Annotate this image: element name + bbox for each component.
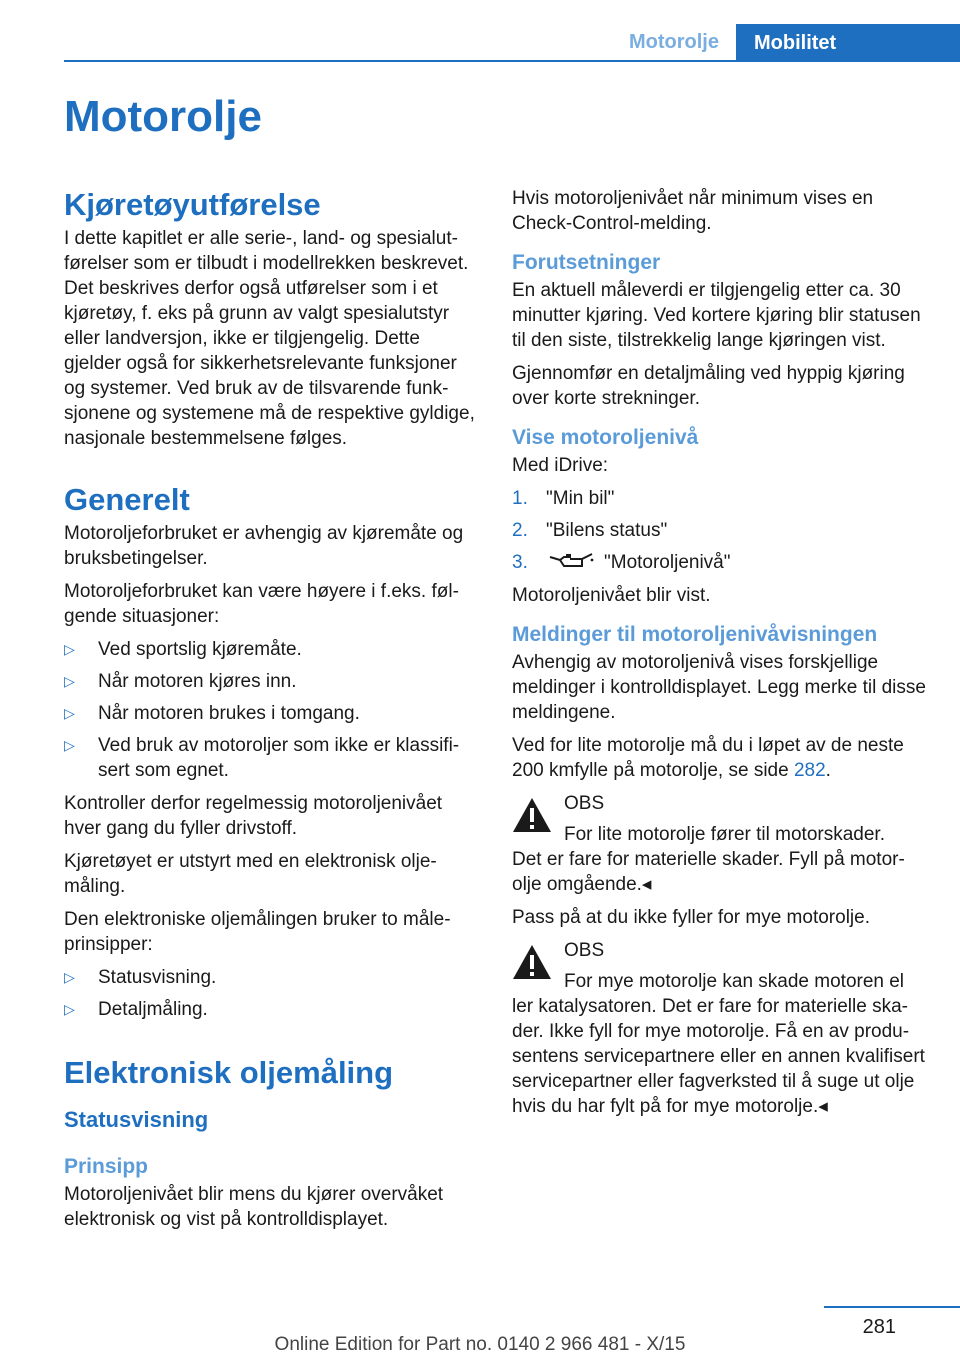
page-number: 281: [862, 1316, 896, 1338]
page-reference-link[interactable]: 282: [793, 760, 826, 781]
heading-principle: Prinsipp: [64, 1155, 149, 1178]
list-item: 1. "Min bil": [512, 488, 615, 509]
situations-list: [64, 637, 480, 783]
heading-messages: Meldinger til motoroljenivåvisningen: [512, 623, 878, 646]
heading-general: Generelt: [64, 482, 190, 517]
list-item: ▷ Når motoren brukes i tomgang.: [64, 703, 360, 724]
list-item: 3. "Motoroljenivå": [512, 552, 731, 573]
steps-list: [512, 486, 928, 575]
list-item: ▷ Når motoren kjøres inn.: [64, 671, 297, 692]
warning-triangle-icon: [512, 944, 552, 980]
heading-electronic-measurement: Elektronisk oljemåling: [64, 1055, 394, 1090]
right-column: [512, 186, 928, 1127]
page-title: Motorolje: [64, 92, 262, 141]
list-item: ▷ Statusvisning.: [64, 967, 217, 988]
list-item: ▷ Detaljmåling.: [64, 999, 208, 1020]
warning-label: OBS: [564, 793, 605, 814]
footer-rule: [824, 1306, 960, 1308]
heading-vehicle-version: Kjøretøyutførelse: [64, 187, 321, 222]
triangle-bullet-icon: ▷: [64, 705, 75, 721]
warning-text: Det er fare for materielle skader. Fyll på motorolje omgående.◂: [512, 849, 905, 895]
paragraph-check: Kontroller derfor regelmessig motoroljenivået hver gang du fyller drivstoff.: [64, 793, 443, 839]
warning-text-first-line: For lite motorolje fører til motorskader.: [564, 824, 885, 845]
warning-text: ler katalysatoren. Det er fare for materielle skader. Ikke fyll for mye motorolje. Få en av produsentens servicepartnere eller en annen kvalifisert servicepartner eller fagverksted til å suge ut olje hvis du har fylt på for mye motorolje.◂: [512, 996, 925, 1117]
heading-prerequisites: Forutsetninger: [512, 251, 661, 274]
warning-triangle-icon: [512, 797, 552, 833]
paragraph-shown: Motoroljenivået blir vist.: [512, 585, 711, 606]
paragraph-vehicle-version: I dette kapitlet er alle serie-, land- og spesialutførelser som er tilbudt i modellrekken beskrevet. Det beskrives derfor også utførelser som i et kjøretøy, f. eks på grunn av valgt spesialutstyr eller landversjon, ikke er tilgjengelig. Dette gjelder også for sikkerhetsrelevante funksjoner og systemer. Ved bruk av de tilsvarende funksjonene og systemene må de respektive gyldige, nasjonale bestemmelsene følges.: [64, 228, 475, 449]
principles-list: [64, 965, 480, 1022]
paragraph-principle: Motoroljenivået blir mens du kjører overvåket elektronisk og vist på kontrolldisplayet.: [64, 1184, 444, 1230]
list-item: ▷ Ved sportslig kjøremåte.: [64, 639, 302, 660]
paragraph-equipped: Kjøretøyet er utstyrt med en elektronisk oljemåling.: [64, 851, 437, 897]
paragraph-prerequisites-1: En aktuell måleverdi er tilgjengelig etter ca. 30 minutter kjøring. Ved kortere kjøring blir statusen til den siste, tilstrekkelig lange kjøringen vist.: [512, 280, 921, 351]
warning-block-low-oil: [512, 791, 928, 897]
paragraph-prerequisites-2: Gjennomfør en detaljmåling ved hyppig kjøring over korte strekninger.: [512, 363, 905, 409]
paragraph-minimum: Hvis motoroljenivået når minimum vises en Check-Control-melding.: [512, 188, 874, 234]
heading-show-oil-level: Vise motoroljenivå: [512, 426, 699, 449]
left-column: [64, 186, 480, 1240]
warning-label: OBS: [564, 940, 605, 961]
list-item: ▷ Ved bruk av motoroljer som ikke er klassifisert som egnet.: [64, 735, 460, 781]
triangle-bullet-icon: ▷: [64, 641, 75, 657]
paragraph-messages: Avhengig av motoroljenivå vises forskjellige meldinger i kontrolldisplayet. Legg merke til disse meldingene.: [512, 652, 926, 723]
triangle-bullet-icon: ▷: [64, 969, 75, 985]
paragraph-low-oil: Ved for lite motorolje må du i løpet av de neste 200 kmfylle på motorolje, se side 282.: [512, 735, 904, 781]
triangle-bullet-icon: ▷: [64, 737, 75, 753]
oil-can-icon: [546, 551, 596, 571]
paragraph-principles: Den elektroniske oljemålingen bruker to måleprinsipper:: [64, 909, 451, 955]
warning-block-too-much-oil: [512, 938, 928, 1119]
list-item: 2. "Bilens status": [512, 520, 668, 541]
paragraph-general-2: Motoroljeforbruket kan være høyere i f.eks. følgende situasjoner:: [64, 581, 459, 627]
triangle-bullet-icon: ▷: [64, 673, 75, 689]
warning-text-first-line: For mye motorolje kan skade motoren el: [564, 971, 905, 992]
heading-status-display: Statusvisning: [64, 1107, 209, 1132]
footer-edition: Online Edition for Part no. 0140 2 966 481 - X/15: [274, 1334, 686, 1355]
header-tab-chapter[interactable]: Mobilitet: [736, 24, 960, 62]
paragraph-general-1: Motoroljeforbruket er avhengig av kjøremåte og bruksbetingelser.: [64, 523, 464, 569]
triangle-bullet-icon: ▷: [64, 1001, 75, 1017]
paragraph-not-too-much: Pass på at du ikke fyller for mye motorolje.: [512, 907, 870, 928]
header-tab-section[interactable]: Motorolje: [629, 30, 719, 53]
paragraph-idrive: Med iDrive:: [512, 455, 609, 476]
